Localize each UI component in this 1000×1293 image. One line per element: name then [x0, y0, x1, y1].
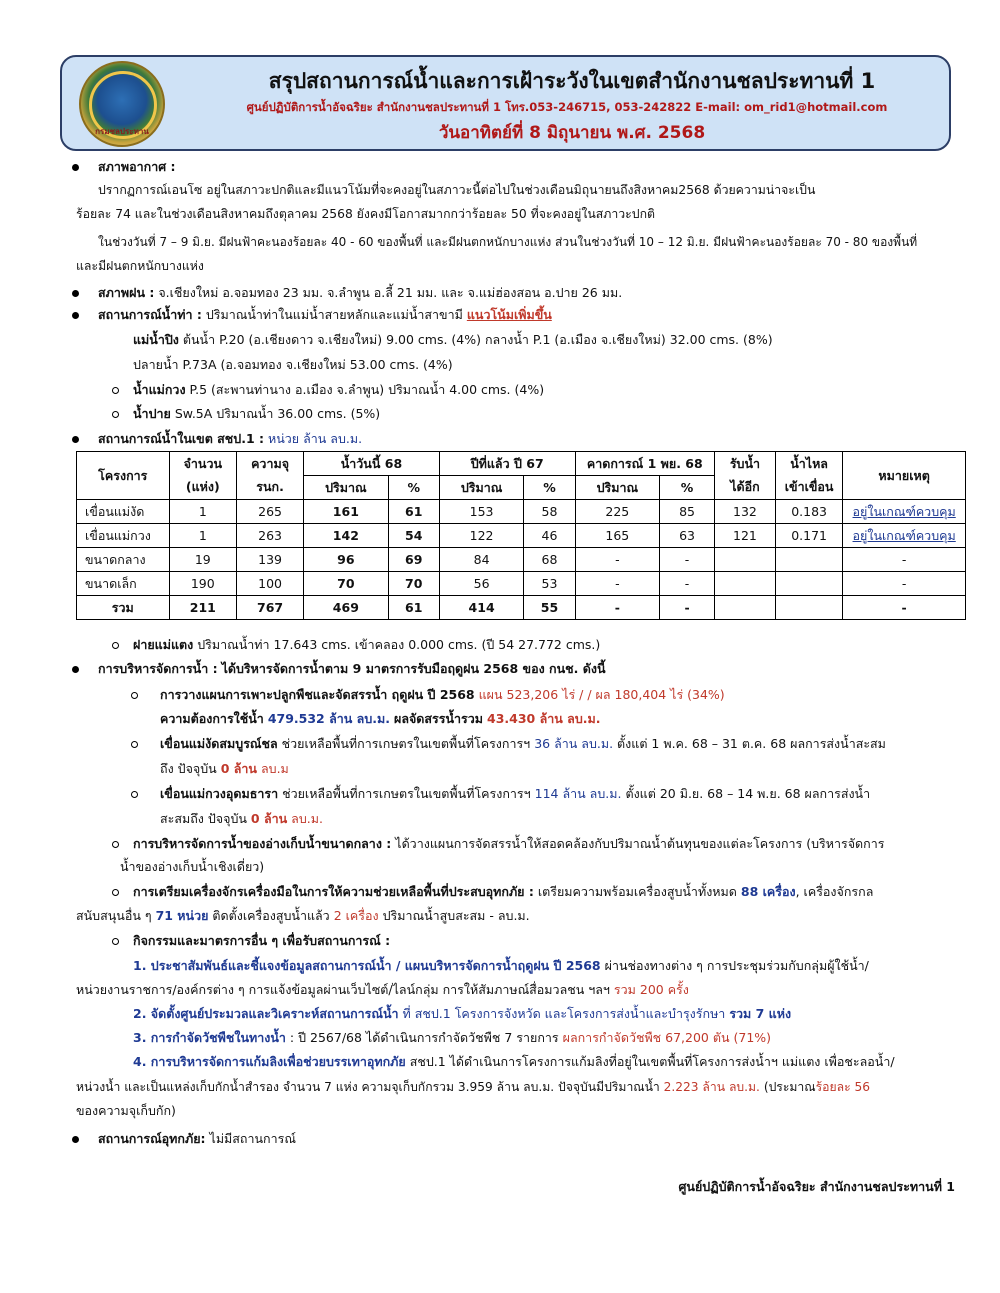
ngat-text3: ถึง ปัจจุบัน: [160, 761, 217, 776]
cell-fc-pct: -: [660, 596, 715, 620]
act2-label: 2. จัดตั้งศูนย์ประมวลและวิเคราะห์สถานการณ์น้ำ: [133, 1006, 399, 1021]
plan-line: [160, 686, 725, 704]
prep-label: การเตรียมเครื่องจักรเครื่องมือในการให้ความช่วยเหลือพื้นที่ประสบอุทกภัย :: [133, 884, 534, 899]
reservoir-unit: หน่วย ล้าน ลบ.ม.: [268, 431, 363, 446]
cell-name: เขื่อนแม่งัด: [77, 500, 170, 524]
th-count: จำนวน: [169, 452, 237, 476]
table-subheader-row: [77, 476, 966, 500]
cell-pct: 61: [388, 500, 439, 524]
demand-label: ความต้องการใช้น้ำ: [160, 711, 264, 726]
cell-ly-vol: 414: [439, 596, 524, 620]
cell-pct: 69: [388, 548, 439, 572]
cell-pct: 70: [388, 572, 439, 596]
runoff-line: [98, 306, 552, 324]
prep-line2: [76, 907, 530, 925]
cell-fc-vol: -: [575, 572, 660, 596]
reservoir-heading: สถานการณ์น้ำในเขต สชป.1 :: [98, 431, 265, 446]
runoff-trend: แนวโน้มเพิ่มขึ้น: [466, 307, 552, 322]
act1-total: รวม 200 ครั้ง: [613, 982, 689, 997]
act3-text: : ปี 2567/68 ได้ดำเนินการกำจัดวัชพืช 7 รายการ: [289, 1030, 559, 1045]
circle-bullet-icon: [112, 411, 119, 418]
cell-count: 190: [169, 572, 237, 596]
prep-line: [133, 883, 873, 901]
th-percent: %: [388, 476, 439, 500]
prep-installed: 2 เครื่อง: [333, 908, 379, 923]
cell-vol: 70: [304, 572, 389, 596]
th-percent: %: [660, 476, 715, 500]
ping-text: ต้นน้ำ P.20 (อ.เชียงดาว จ.เชียงใหม่) 9.00 cms. (4%) กลางน้ำ P.1 (อ.เมือง จ.เชียงใหม่) 32.00 cms. (8%): [182, 332, 773, 347]
cell-name: รวม: [77, 596, 170, 620]
cell-ly-pct: 55: [524, 596, 575, 620]
table-row: [77, 572, 966, 596]
act3-result: ผลการกำจัดวัชพืช 67,200 ตัน (71%): [562, 1030, 772, 1045]
cell-count: 1: [169, 524, 237, 548]
rain-text: จ.เชียงใหม่ อ.จอมทอง 23 มม. จ.ลำพูน อ.ลี้ 21 มม. และ จ.แม่ฮ่องสอน อ.ปาย 26 มม.: [158, 285, 623, 300]
medium-text1: ได้วางแผนการจัดสรรน้ำให้สอดคล้องกับปริมาณน้ำต้นทุนของแต่ละโครงการ (บริหารจัดการ: [395, 836, 885, 851]
act4-pct: ร้อยละ 56: [815, 1080, 870, 1094]
cell-fc-vol: -: [575, 596, 660, 620]
alloc-label: ผลจัดสรรน้ำรวม: [394, 711, 484, 726]
cell-ly-pct: 68: [524, 548, 575, 572]
flood-heading: สถานการณ์อุทกภัย:: [98, 1131, 206, 1146]
flood-line: [98, 1130, 296, 1148]
flood-text: ไม่มีสถานการณ์: [209, 1131, 296, 1146]
prep-units: 71 หน่วย: [155, 908, 209, 923]
rain-heading: สภาพฝน :: [98, 285, 155, 300]
pai-text: Sw.5A ปริมาณน้ำ 36.00 cms. (5%): [174, 406, 381, 421]
act4-line2: [76, 1078, 870, 1096]
management-heading-text: ได้บริหารจัดการน้ำตาม 9 มาตรการรับมือฤดูฝน 2568 ของ กนช. ดังนี้: [221, 661, 606, 676]
demand-line: [160, 710, 601, 728]
kuangdam-label: เขื่อนแม่กวงอุดมธารา: [160, 786, 279, 801]
rid-logo: [79, 61, 165, 147]
th-receive: รับน้ำ: [714, 452, 775, 476]
report-date: วันอาทิตย์ที่ 8 มิถุนายน พ.ศ. 2568: [438, 123, 706, 143]
cell-count: 19: [169, 548, 237, 572]
prep-text1: เตรียมความพร้อมเครื่องสูบน้ำทั้งหมด: [537, 884, 737, 899]
th-today: น้ำวันนี้ 68: [304, 452, 440, 476]
cell-note: -: [843, 572, 966, 596]
cell-note: -: [843, 548, 966, 572]
cell-recv: 132: [714, 500, 775, 524]
cell-inflow: 0.171: [775, 524, 842, 548]
cell-fc-pct: 63: [660, 524, 715, 548]
activities-heading: กิจกรรมและมาตรการอื่น ๆ เพื่อรับสถานการณ์ :: [133, 933, 391, 948]
cell-vol: 469: [304, 596, 389, 620]
pai-label: น้ำปาย: [133, 406, 171, 421]
cell-ly-vol: 56: [439, 572, 524, 596]
th-receive2: ได้อีก: [714, 476, 775, 500]
act1-text2: หน่วยงานราชการ/องค์กรต่าง ๆ การแจ้งข้อมูลผ่านเว็บไซต์/ไลน์กลุ่ม การให้สัมภาษณ์สื่อมวลชน ฯลฯ: [76, 982, 610, 997]
cell-ly-vol: 122: [439, 524, 524, 548]
act3-label: 3. การกำจัดวัชพืชในทางน้ำ: [133, 1030, 286, 1045]
page-title: สรุปสถานการณ์น้ำและการเฝ้าระวังในเขตสำนักงานชลประทานที่ 1: [268, 69, 876, 93]
circle-bullet-icon: [112, 387, 119, 394]
table-row: [77, 500, 966, 524]
ngat-label: เขื่อนแม่งัดสมบูรณ์ชล: [160, 736, 278, 751]
cell-note: -: [843, 596, 966, 620]
bullet-icon: [72, 436, 79, 443]
prep-text5: ปริมาณน้ำสูบสะสม - ลบ.ม.: [382, 908, 530, 923]
circle-bullet-icon: [112, 938, 119, 945]
act1-label: 1. ประชาสัมพันธ์และชี้แจงข้อมูลสถานการณ์น้ำ / แผนบริหารจัดการน้ำฤดูฝน ปี 2568: [133, 958, 601, 973]
cell-pct: 54: [388, 524, 439, 548]
cell-recv: [714, 596, 775, 620]
act4-line: [133, 1053, 895, 1071]
ngat-now: 0 ล้าน: [220, 761, 257, 776]
cell-count: 1: [169, 500, 237, 524]
prep-text2: , เครื่องจักรกล: [795, 884, 874, 899]
cell-fc-pct: -: [660, 572, 715, 596]
cell-vol: 96: [304, 548, 389, 572]
cell-vol: 142: [304, 524, 389, 548]
th-capacity-unit: รนก.: [237, 476, 304, 500]
table-header-row: [77, 452, 966, 476]
weather-heading: สภาพอากาศ :: [98, 159, 176, 174]
cell-note: อยู่ในเกณฑ์ควบคุม: [843, 500, 966, 524]
cell-inflow: [775, 596, 842, 620]
medium-line2: น้ำของอ่างเก็บน้ำเชิงเดี่ยว): [120, 859, 265, 874]
circle-bullet-icon: [131, 741, 138, 748]
kuangdam-text1: ช่วยเหลือพื้นที่การเกษตรในเขตพื้นที่โครงการฯ: [282, 786, 531, 801]
reservoir-line: [98, 430, 362, 448]
act4-label: 4. การบริหารจัดการแก้มลิงเพื่อช่วยบรรเทาอุทกภัย: [133, 1054, 406, 1069]
bullet-icon: [72, 290, 79, 297]
cell-inflow: [775, 572, 842, 596]
kuang-text: P.5 (สะพานท่านาง อ.เมือง จ.ลำพูน) ปริมาณน้ำ 4.00 cms. (4%): [189, 382, 545, 397]
management-heading: การบริหารจัดการน้ำ :: [98, 661, 218, 676]
prep-pumps: 88 เครื่อง: [740, 884, 796, 899]
kuangdam-value: 114 ล้าน ลบ.ม.: [534, 786, 622, 801]
weather-p2a: ในช่วงวันที่ 7 – 9 มิ.ย. มีฝนฟ้าคะนองร้อยละ 40 - 60 ของพื้นที่ และมีฝนตกหนักบางแห่ง ส่วนในช่วงวันที่ 10 – 12 มิ.ย. มีฝนฟ้าคะนองร้อยละ 70 - 80 ของพื้นที่: [98, 235, 918, 249]
ngat-text1: ช่วยเหลือพื้นที่การเกษตรในเขตพื้นที่โครงการฯ: [281, 736, 531, 751]
header-banner: [60, 55, 951, 151]
ngat-value: 36 ล้าน ลบ.ม.: [534, 736, 614, 751]
cell-cap: 263: [237, 524, 304, 548]
kuang-label: น้ำแม่กวง: [133, 382, 186, 397]
table-row: [77, 548, 966, 572]
circle-bullet-icon: [112, 841, 119, 848]
ping-label: แม่น้ำปิง: [133, 332, 179, 347]
maetaeng-text: ปริมาณน้ำท่า 17.643 cms. เข้าคลอง 0.000 cms. (ปี 54 27.772 cms.): [197, 637, 601, 652]
cell-name: ขนาดเล็ก: [77, 572, 170, 596]
kuang-line: [133, 381, 544, 399]
cell-fc-pct: 85: [660, 500, 715, 524]
rain-line: [98, 284, 622, 302]
reservoir-table: [76, 451, 966, 620]
kuangdam-line: [160, 785, 870, 803]
th-volume: ปริมาณ: [439, 476, 524, 500]
act4-value: 2.223 ล้าน ลบ.ม.: [663, 1080, 760, 1094]
cell-recv: 121: [714, 524, 775, 548]
cell-recv: [714, 548, 775, 572]
act2-total: รวม 7 แห่ง: [729, 1006, 792, 1021]
bullet-icon: [72, 1136, 79, 1143]
medium-label: การบริหารจัดการน้ำของอ่างเก็บน้ำขนาดกลาง :: [133, 836, 392, 851]
circle-bullet-icon: [112, 642, 119, 649]
cell-pct: 61: [388, 596, 439, 620]
th-percent: %: [524, 476, 575, 500]
act4-line3: ของความจุเก็บกัก): [76, 1103, 176, 1118]
th-lastyear: ปีที่แล้ว ปี 67: [439, 452, 575, 476]
kuangdam-text3: สะสมถึง ปัจจุบัน: [160, 811, 247, 826]
alloc-value: 43.430 ล้าน ลบ.ม.: [487, 711, 601, 726]
th-forecast: คาดการณ์ 1 พย. 68: [575, 452, 714, 476]
plan-text: แผน 523,206 ไร่ / / ผล 180,404 ไร่ (34%): [478, 687, 725, 702]
maetaeng-line: [133, 636, 600, 654]
table-row: [77, 524, 966, 548]
circle-bullet-icon: [131, 791, 138, 798]
act1-line: [133, 957, 869, 975]
cell-fc-vol: -: [575, 548, 660, 572]
th-volume: ปริมาณ: [575, 476, 660, 500]
cell-vol: 161: [304, 500, 389, 524]
cell-cap: 767: [237, 596, 304, 620]
logo-text: กรมชลประทาน: [95, 127, 149, 136]
kuangdam-unit: ลบ.ม.: [291, 811, 323, 826]
bullet-icon: [72, 666, 79, 673]
cell-inflow: [775, 548, 842, 572]
kuangdam-now: 0 ล้าน: [250, 811, 288, 826]
prep-text4: ติดตั้งเครื่องสูบน้ำแล้ว: [212, 908, 330, 923]
footer-signature: ศูนย์ปฏิบัติการน้ำอัจฉริยะ สำนักงานชลประทานที่ 1: [678, 1179, 955, 1194]
cell-count: 211: [169, 596, 237, 620]
ngat-text2: ตั้งแต่ 1 พ.ค. 68 – 31 ต.ค. 68 ผลการส่งน้ำสะสม: [617, 736, 886, 751]
kuangdam-text2: ตั้งแต่ 20 มิ.ย. 68 – 14 พ.ย. 68 ผลการส่งน้ำ: [625, 786, 871, 801]
act4-text3: (ประมาณ: [763, 1080, 816, 1094]
kuangdam-line2: [160, 810, 323, 828]
ngat-line: [160, 735, 886, 753]
cell-cap: 265: [237, 500, 304, 524]
maetaeng-label: ฝายแม่แตง: [133, 637, 194, 652]
cell-fc-vol: 225: [575, 500, 660, 524]
th-inflow: น้ำไหล: [775, 452, 842, 476]
act4-text1: สชป.1 ได้ดำเนินการโครงการแก้มลิงที่อยู่ในเขตพื้นที่โครงการส่งน้ำฯ แม่แตง เพื่อชะลอน้ำ/: [409, 1054, 895, 1069]
ngat-unit: ลบ.ม: [260, 761, 289, 776]
bullet-icon: [72, 312, 79, 319]
circle-bullet-icon: [131, 692, 138, 699]
act3-line: [133, 1029, 771, 1047]
ngat-line2: [160, 760, 289, 778]
management-line: [98, 660, 606, 678]
cell-note: อยู่ในเกณฑ์ควบคุม: [843, 524, 966, 548]
weather-p1a: ปรากฏการณ์เอนโซ อยู่ในสภาวะปกติและมีแนวโน้มที่จะคงอยู่ในสภาวะนี้ต่อไปในช่วงเดือนมิถุนายนถึงสิงหาคม2568 ด้วยความน่าจะเป็น: [98, 183, 816, 197]
table-total-row: [77, 596, 966, 620]
act4-text2: หน่วงน้ำ และเป็นแหล่งเก็บกักน้ำสำรอง จำนวน 7 แห่ง ความจุเก็บกักรวม 3.959 ล้าน ลบ.ม. ปัจจุบันมีปริมาณน้ำ: [76, 1080, 660, 1094]
cell-name: เขื่อนแม่กวง: [77, 524, 170, 548]
cell-name: ขนาดกลาง: [77, 548, 170, 572]
weather-p2b: และมีฝนตกหนักบางแห่ง: [76, 259, 204, 273]
cell-cap: 100: [237, 572, 304, 596]
runoff-heading: สถานการณ์น้ำท่า :: [98, 307, 202, 322]
cell-ly-pct: 46: [524, 524, 575, 548]
th-remark: หมายเหตุ: [843, 452, 966, 500]
runoff-text: ปริมาณน้ำท่าในแม่น้ำสายหลักและแม่น้ำสาขามี: [205, 307, 463, 322]
th-inflow2: เข้าเขื่อน: [775, 476, 842, 500]
cell-recv: [714, 572, 775, 596]
th-project: โครงการ: [77, 452, 170, 500]
cell-ly-pct: 58: [524, 500, 575, 524]
medium-line: [133, 835, 884, 853]
plan-label: การวางแผนการเพาะปลูกพืชและจัดสรรน้ำ ฤดูฝน ปี 2568: [160, 687, 475, 702]
th-capacity: ความจุ: [237, 452, 304, 476]
weather-p1b: ร้อยละ 74 และในช่วงเดือนสิงหาคมถึงตุลาคม 2568 ยังคงมีโอกาสมากกว่าร้อยละ 50 ที่จะคงอยู่ในสภาวะปกติ: [76, 207, 655, 221]
prep-text3: สนับสนุนอื่น ๆ: [76, 908, 152, 923]
ping-line2: ปลายน้ำ P.73A (อ.จอมทอง จ.เชียงใหม่ 53.00 cms. (4%): [133, 357, 453, 372]
cell-cap: 139: [237, 548, 304, 572]
cell-fc-vol: 165: [575, 524, 660, 548]
cell-inflow: 0.183: [775, 500, 842, 524]
header-subtitle: ศูนย์ปฏิบัติการน้ำอัจฉริยะ สำนักงานชลประทานที่ 1 โทร.053-246715, 053-242822 E-mail: om_rid1@hotmail.com: [246, 100, 888, 114]
cell-ly-pct: 53: [524, 572, 575, 596]
cell-ly-vol: 153: [439, 500, 524, 524]
demand-value: 479.532 ล้าน ลบ.ม.: [267, 711, 391, 726]
cell-ly-vol: 84: [439, 548, 524, 572]
ping-line: [133, 331, 773, 349]
circle-bullet-icon: [112, 889, 119, 896]
act2-line: [133, 1005, 791, 1023]
act1-line2: [76, 981, 689, 999]
act1-text1: ผ่านช่องทางต่าง ๆ การประชุมร่วมกับกลุ่มผู้ใช้น้ำ/: [604, 958, 869, 973]
cell-fc-pct: -: [660, 548, 715, 572]
bullet-icon: [72, 164, 79, 171]
th-volume: ปริมาณ: [304, 476, 389, 500]
th-count-unit: (แห่ง): [169, 476, 237, 500]
pai-line: [133, 405, 380, 423]
act2-text: ที่ สชป.1 โครงการจังหวัด และโครงการส่งน้ำและบำรุงรักษา: [402, 1006, 726, 1021]
